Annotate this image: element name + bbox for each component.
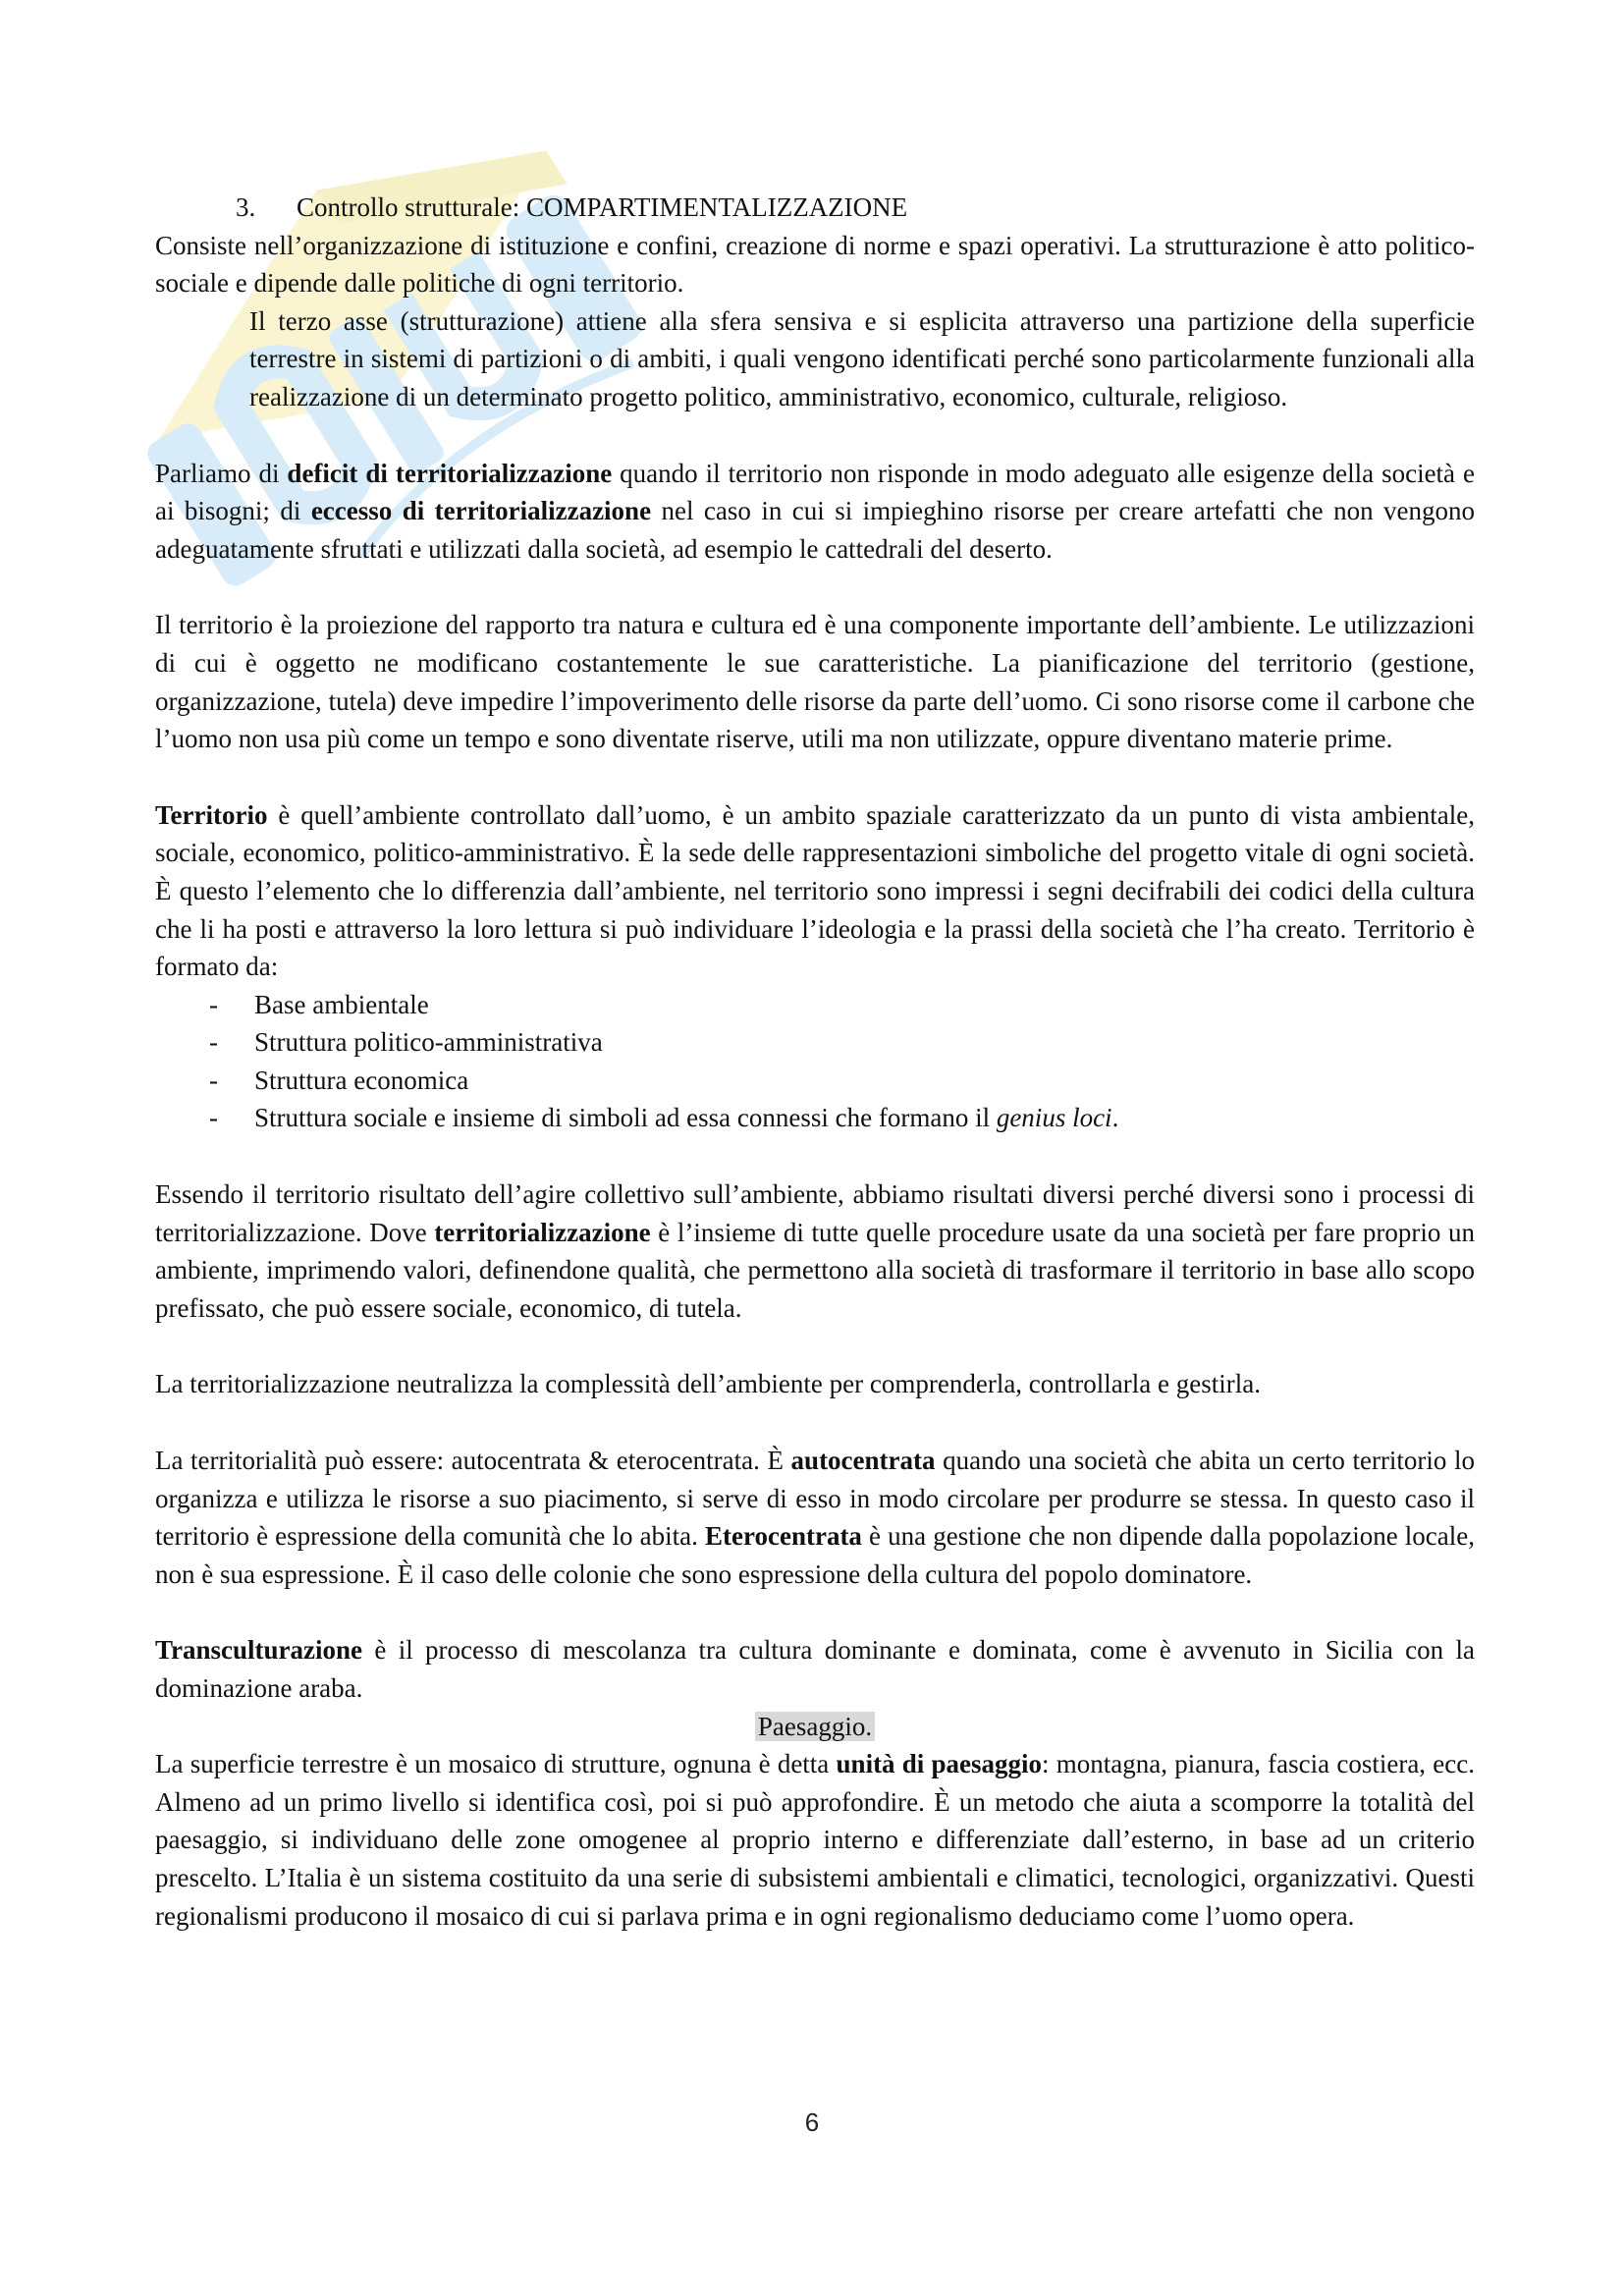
text: quando il territorio non risponde in modo adeguato alle esigenze della società e ai bisogni; di <box>155 458 1475 526</box>
paragraph-deficit <box>155 455 1475 569</box>
text: è il processo di mescolanza tra cultura dominante e dominata, come è avvenuto in Sicilia con la dominazione araba. <box>155 1635 1475 1703</box>
text: Parliamo di <box>155 458 288 488</box>
list-item-text: Struttura sociale e insieme di simboli ad essa connessi che formano il <box>254 1103 997 1133</box>
territorio-components-list <box>155 986 1475 1137</box>
bold-term: eccesso di territorializzazione <box>310 496 652 526</box>
dash-bullet: - <box>209 1027 218 1058</box>
text: . <box>1111 1103 1119 1133</box>
text: La territorialità può essere: autocentrata & eterocentrata. È <box>155 1446 791 1476</box>
section-title <box>155 1708 1475 1746</box>
dash-bullet: - <box>209 1103 218 1133</box>
list-item-text: Struttura economica <box>254 1065 469 1095</box>
text: è quell’ambiente controllato dall’uomo, è un ambito spaziale caratterizzato da un punto di vista ambientale, sociale, economico, politico-amministrativo. È la sede delle rappresentazioni simboliche del progetto vitale di ogni società. È questo l’elemento che lo differenzia dall’ambiente, nel territorio sono impressi i segni decifrabili dei codici della cultura che li ha posti e attraverso la loro lettura si può individuare l’ideologia e la prassi della società che l’ha creato. Territorio è formato da: <box>155 799 1475 982</box>
paragraph-compartimentalizzazione: Consiste nell’organizzazione di istituzione e confini, creazione di norme e spazi operativi. La strutturazione è atto politico-sociale e dipende dalle politiche di ogni territorio. <box>155 230 1475 299</box>
list-item-text: Struttura politico-amministrativa <box>254 1027 603 1058</box>
heading-text: Controllo strutturale: COMPARTIMENTALIZZAZIONE <box>297 192 908 222</box>
page-number: 6 <box>804 2107 820 2137</box>
bold-term: territorializzazione <box>434 1217 651 1247</box>
list-item <box>155 1062 1475 1100</box>
dash-bullet: - <box>209 1065 218 1095</box>
heading-number: 3. <box>236 192 256 222</box>
list-item-text: Base ambientale <box>254 989 429 1019</box>
document-page <box>155 189 1475 1935</box>
italic-term: genius loci <box>996 1103 1112 1133</box>
bold-term: unità di paesaggio <box>836 1749 1043 1779</box>
bold-term: deficit di territorializzazione <box>287 458 613 488</box>
paragraph-transculturazione <box>155 1631 1475 1707</box>
bold-term: Territorio <box>155 799 268 830</box>
text: nel caso in cui si impieghino risorse per creare artefatti che non vengono adeguatamente sfruttati e utilizzati dalla società, ad esempio le cattedrali del deserto. <box>155 496 1475 564</box>
bold-term: Eterocentrata <box>705 1521 862 1552</box>
paragraph-territorializzazione <box>155 1175 1475 1327</box>
paragraph-territorio-proiezione: Il territorio è la proiezione del rapporto tra natura e cultura ed è una componente importante dell’ambiente. Le utilizzazioni di cui è oggetto ne modificano costantemente le sue caratteristiche. La pianificazione del territorio (gestione, organizzazione, tutela) deve impedire l’impoverimento delle risorse da parte dell’uomo. Ci sono risorse come il carbone che l’uomo non usa più come un tempo e sono diventate riserve, utili ma non utilizzate, oppure diventano materie prime. <box>155 610 1475 754</box>
paragraph-territorialita <box>155 1442 1475 1593</box>
bold-term: Transculturazione <box>155 1635 362 1666</box>
dash-bullet: - <box>209 989 218 1019</box>
list-item <box>155 986 1475 1024</box>
paragraph-paesaggio <box>155 1745 1475 1935</box>
list-item <box>155 1023 1475 1062</box>
list-item <box>155 1099 1475 1137</box>
bold-term: autocentrata <box>790 1446 936 1476</box>
text: La superficie terrestre è un mosaico di strutture, ognuna è detta <box>155 1749 837 1779</box>
text: Essendo il territorio risultato dell’agire collettivo sull’ambiente, abbiamo risultati diversi perché diversi sono i processi di territorializzazione. Dove <box>155 1179 1475 1247</box>
section-title-highlight: Paesaggio. <box>755 1712 875 1741</box>
paragraph-terzo-asse: Il terzo asse (strutturazione) attiene alla sfera sensiva e si esplicita attraverso una partizione della superficie terrestre in sistemi di partizioni o di ambiti, i quali vengono identificati perché sono particolarmente funzionali alla realizzazione di un determinato progetto politico, amministrativo, economico, culturale, religioso. <box>249 305 1475 411</box>
paragraph-neutralizza: La territorializzazione neutralizza la complessità dell’ambiente per comprenderla, controllarla e gestirla. <box>155 1369 1261 1399</box>
paragraph-territorio-definizione <box>155 796 1475 986</box>
text: quando una società che abita un certo territorio lo organizza e utilizza le risorse a suo piacimento, si serve di esso in modo circolare per produrre se stessa. In questo caso il territorio è espressione della comunità che lo abita. <box>155 1446 1476 1552</box>
text: è l’insieme di tutte quelle procedure usate da una società per fare proprio un ambiente, imprimendo valori, definendone qualità, che permettono alla società di trasformare il territorio in base allo scopo prefissato, che può essere sociale, economico, di tutela. <box>155 1217 1475 1323</box>
section-heading <box>236 189 1475 227</box>
text: : montagna, pianura, fascia costiera, ecc. Almeno ad un primo livello si identifica così, poi si può approfondire. È un metodo che aiuta a scomporre la totalità del paesaggio, si individuano delle zone omogenee al proprio interno e differenziate dall’esterno, in base ad un criterio prescelto. L’Italia è un sistema costituito da una serie di subsistemi ambientali e climatici, tecnologici, organizzativi. Questi regionalismi producono il mosaico di cui si parlava prima e in ogni regionalismo deduciamo come l’uomo opera. <box>155 1749 1475 1931</box>
text: è una gestione che non dipende dalla popolazione locale, non è sua espressione. È il caso delle colonie che sono espressione della cultura del popolo dominatore. <box>155 1521 1476 1589</box>
